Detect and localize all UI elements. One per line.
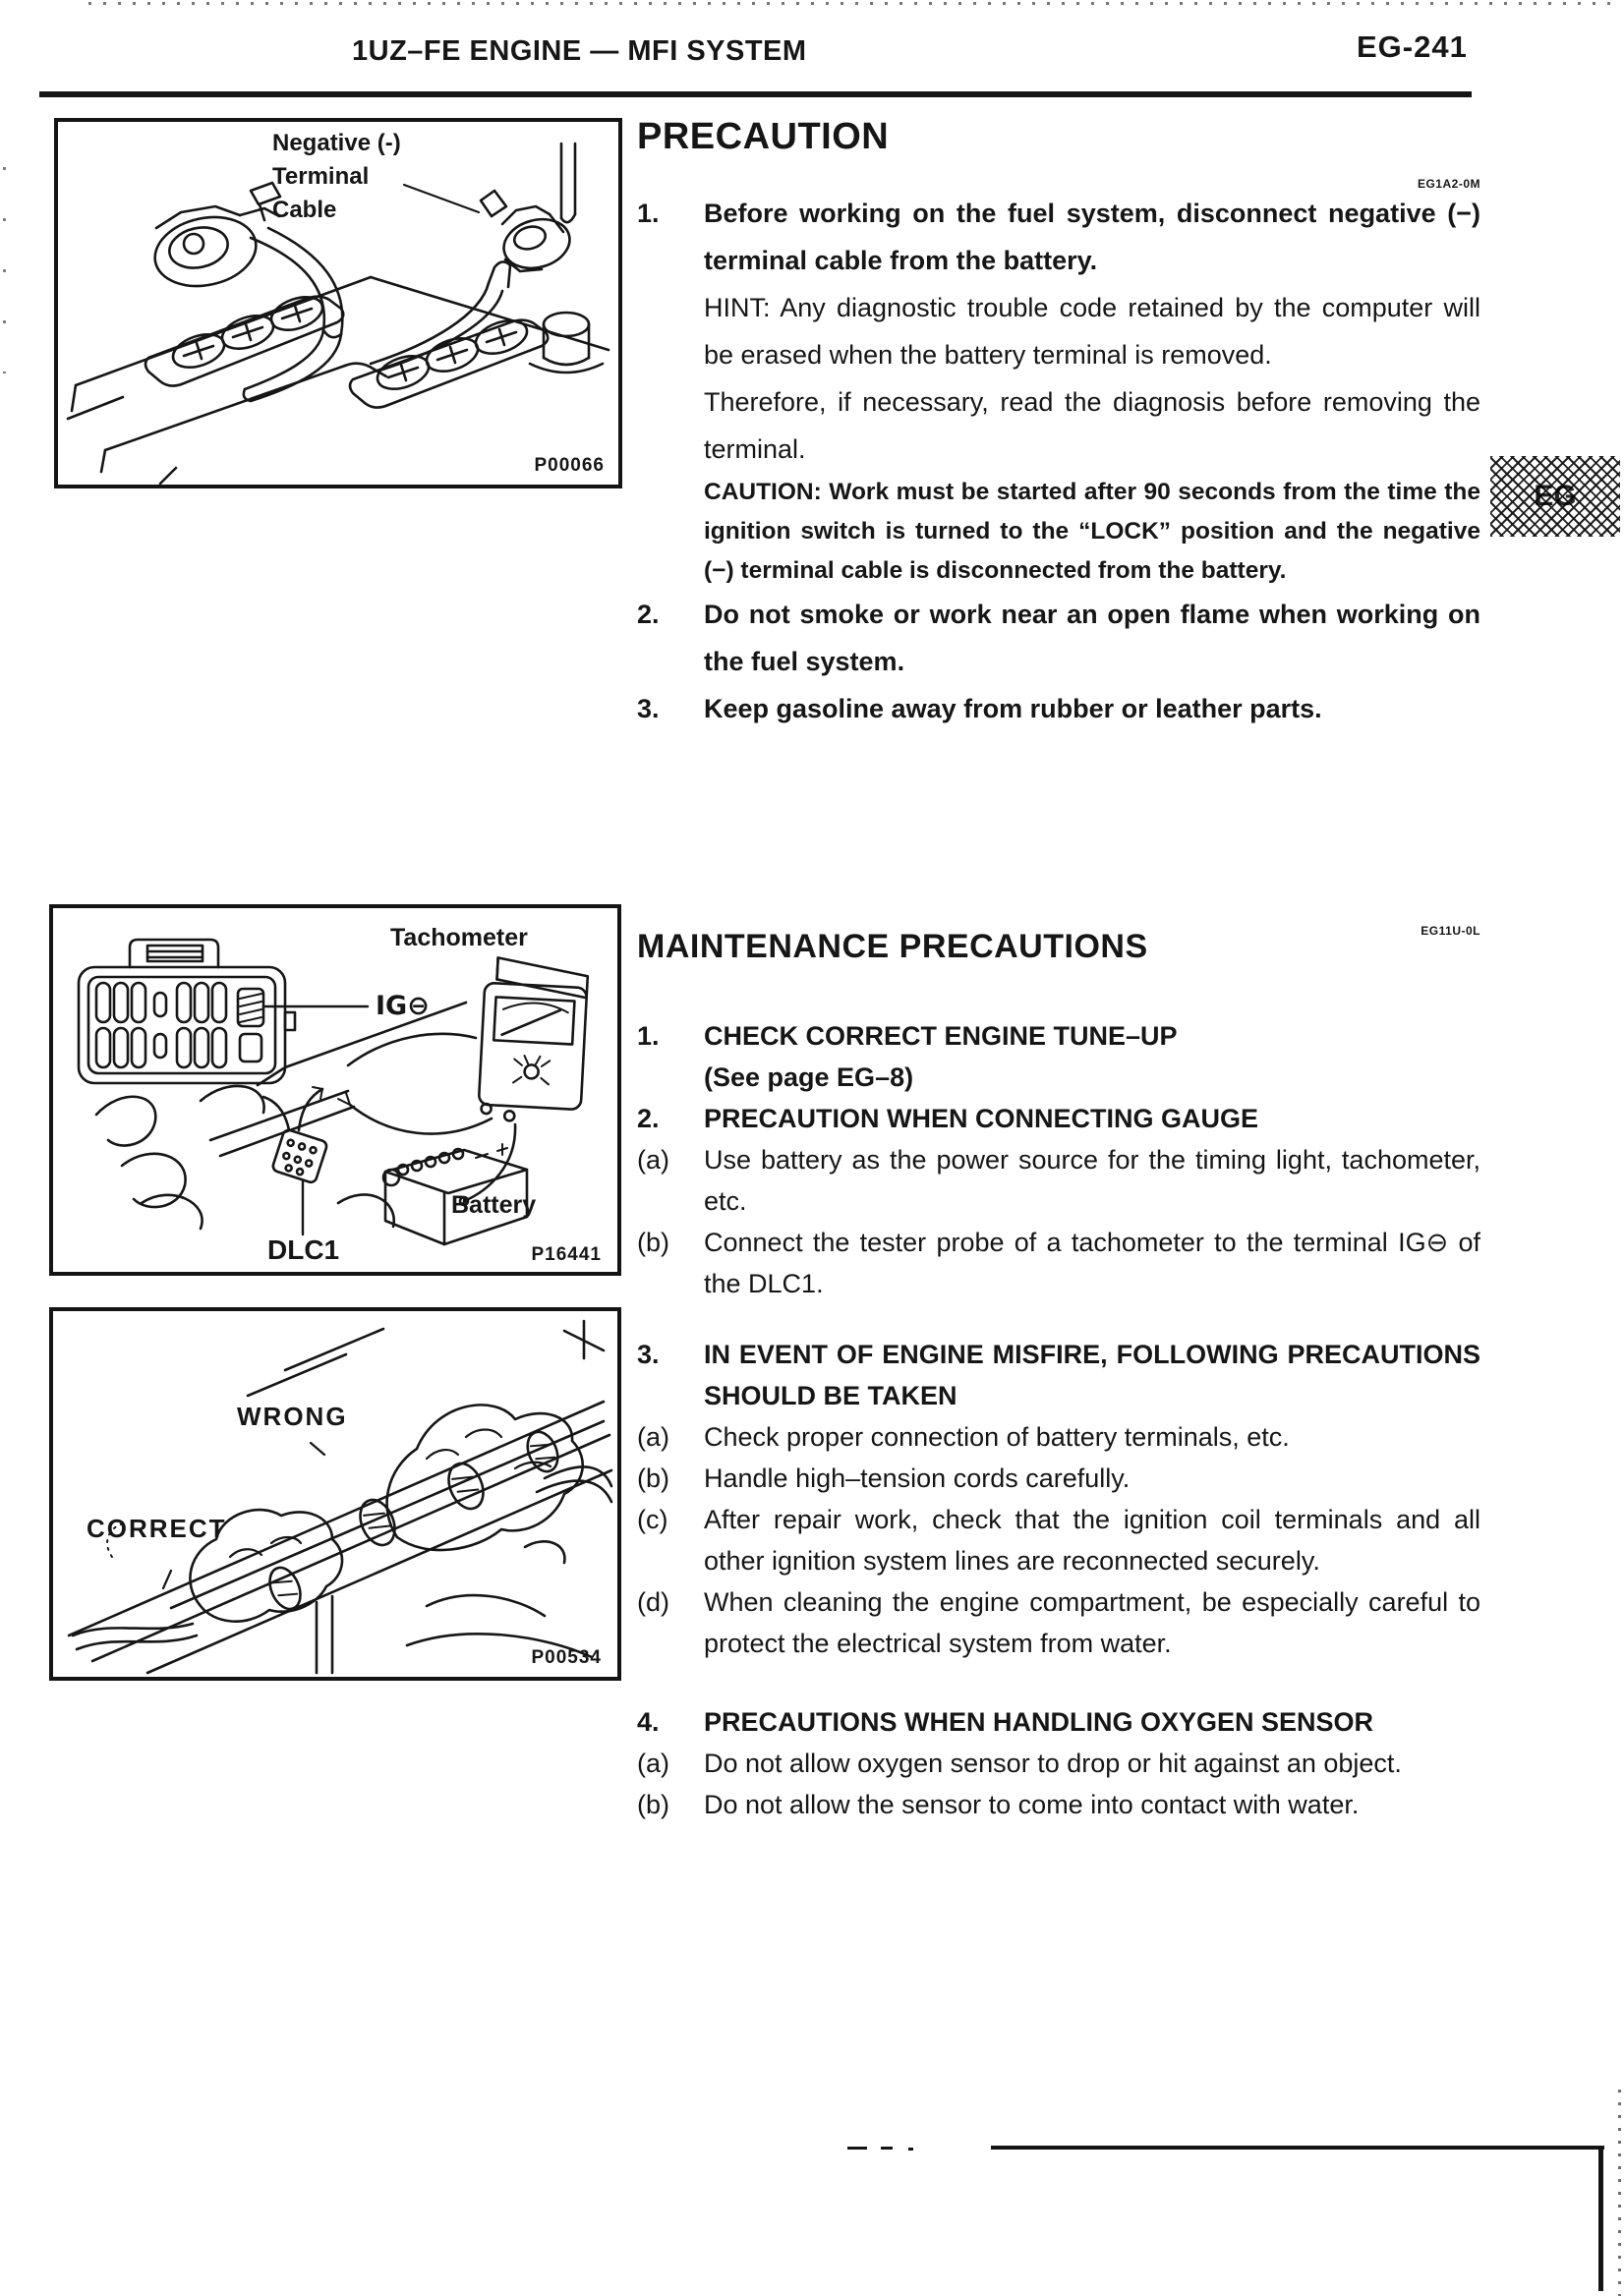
header-rule [39,91,1472,97]
item-letter: (d) [637,1587,669,1617]
figure1-code: P00066 [534,455,605,476]
maintenance-item-4 [637,1701,1480,1743]
maintenance-1-reference: (See page EG–8) [704,1062,914,1092]
precaution-item-3 [637,685,1480,732]
figure2-label-ig-terminal: IG⊖ [376,991,430,1021]
maintenance-4b-text: Do not allow the sensor to come into contact with water. [704,1790,1360,1819]
maintenance-item-2b [637,1222,1480,1304]
precaution-1-note: Therefore, if necessary, read the diagnosis before removing the terminal. [704,387,1480,464]
maintenance-item-3 [637,1334,1480,1416]
scan-artifact-horizontal-line [991,2146,1604,2150]
maintenance-item-3d [637,1581,1480,1664]
precaution-1-directive: Before working on the fuel system, disconnect negative (−) terminal cable from the battery. [704,199,1480,275]
maintenance-4-title: PRECAUTIONS WHEN HANDLING OXYGEN SENSOR [704,1707,1374,1737]
figure3-label-wrong: WRONG [237,1402,348,1431]
scan-artifact-dash [908,2148,913,2151]
scan-artifact-dash [847,2147,867,2150]
maintenance-item-1 [637,1015,1480,1098]
item-letter: (b) [637,1790,669,1819]
maintenance-3d-text: When cleaning the engine compartment, be especially careful to protect the electrical system from water. [704,1587,1480,1658]
section-heading-precaution: PRECAUTION [637,116,890,157]
figure2-label-dlc1: DLC1 [267,1234,340,1265]
maintenance-item-3a [637,1416,1480,1458]
section-thumb-tab [1490,456,1620,537]
item-letter: (a) [637,1422,669,1452]
maintenance-2b-text: Connect the tester probe of a tachometer to the terminal IG⊖ of the DLC1. [704,1228,1480,1298]
maintenance-item-4a [637,1743,1480,1784]
maintenance-4a-text: Do not allow oxygen sensor to drop or hit against an object. [704,1749,1402,1778]
cord-handling-illustration [53,1311,617,1677]
precaution-item-1 [637,190,1480,591]
item-letter: (b) [637,1464,669,1493]
maintenance-3-title: IN EVENT OF ENGINE MISFIRE, FOLLOWING PRECAUTIONS SHOULD BE TAKEN [704,1340,1480,1410]
item-number: 3. [637,1340,660,1369]
scan-dotted-left-edge [3,167,6,373]
section-maintenance-precautions [637,924,1480,1825]
figure2-label-tachometer: Tachometer [390,924,528,951]
precaution-3-directive: Keep gasoline away from rubber or leather parts. [704,694,1322,723]
maintenance-2-title: PRECAUTION WHEN CONNECTING GAUGE [704,1104,1259,1133]
precaution-1-hint: HINT: Any diagnostic trouble code retained by the computer will be erased when the battery terminal is removed. [704,293,1480,370]
maintenance-3a-text: Check proper connection of battery terminals, etc. [704,1422,1290,1452]
item-letter: (b) [637,1228,669,1257]
thumb-tab-label: EG [1534,480,1577,512]
maintenance-1-title: CHECK CORRECT ENGINE TUNE–UP [704,1021,1178,1051]
figure2-code: P16441 [531,1244,602,1265]
figure1-label-terminal: Terminal [272,163,370,190]
scan-dotted-top-edge [88,2,1622,5]
figure-dlc1-tachometer [49,904,621,1276]
item-letter: (a) [637,1145,669,1175]
figure3-code: P00534 [531,1647,602,1668]
item-number: 1. [637,1021,660,1051]
figure-battery-terminal [54,118,622,488]
section-precaution [637,116,1480,732]
scan-dotted-right-edge [1618,2090,1621,2296]
figure1-label-negative: Negative (-) [272,130,401,156]
maintenance-item-4b [637,1784,1480,1825]
precaution-1-caution: CAUTION: Work must be started after 90 seconds from the time the ignition switch is turned to the “LOCK” position and the negative (−) terminal cable is disconnected from the battery. [704,479,1480,584]
page-header-title: 1UZ–FE ENGINE — MFI SYSTEM [352,35,807,67]
scan-artifact-vertical-line [1598,2148,1603,2291]
precaution-item-2 [637,591,1480,685]
maintenance-item-2 [637,1098,1480,1139]
page-number: EG-241 [1357,29,1468,64]
precaution-2-directive: Do not smoke or work near an open flame when working on the fuel system. [704,600,1480,676]
maintenance-3b-text: Handle high–tension cords carefully. [704,1464,1131,1493]
maintenance-2a-text: Use battery as the power source for the timing light, tachometer, etc. [704,1145,1480,1216]
item-number: 2. [637,600,660,629]
maintenance-3c-text: After repair work, check that the ignition coil terminals and all other ignition system lines are reconnected securely. [704,1505,1480,1576]
section-code: EG1A2-0M [1417,177,1480,191]
item-number: 4. [637,1707,660,1737]
figure-cord-handling [49,1307,621,1681]
item-letter: (a) [637,1749,669,1778]
scan-artifact-dash [881,2147,893,2150]
item-letter: (c) [637,1505,668,1534]
section-code: EG11U-0L [1421,924,1480,938]
maintenance-item-2a [637,1139,1480,1222]
item-number: 3. [637,694,660,723]
figure1-label-cable: Cable [272,197,337,223]
maintenance-item-3c [637,1499,1480,1581]
figure3-label-correct: CORRECT [87,1514,227,1543]
maintenance-item-3b [637,1458,1480,1499]
figure2-label-battery: Battery [451,1191,537,1219]
section-heading-maintenance: MAINTENANCE PRECAUTIONS [637,928,1148,965]
item-number: 2. [637,1104,660,1133]
item-number: 1. [637,199,660,228]
